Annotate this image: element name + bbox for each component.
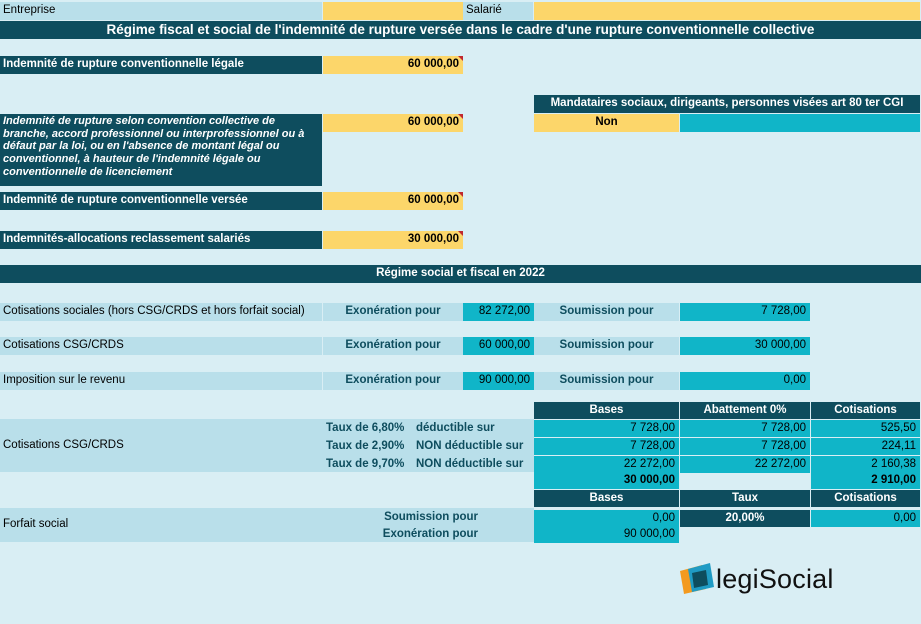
csg-cotisation: 224,11 xyxy=(811,438,920,455)
exoneration-value: 60 000,00 xyxy=(463,337,534,355)
csg-cotisation: 2 160,38 xyxy=(811,456,920,473)
mandataires-label: Mandataires sociaux, dirigeants, personnes visées art 80 ter CGI xyxy=(534,95,920,113)
exoneration-value: 82 272,00 xyxy=(463,303,534,321)
csg-abattement: 22 272,00 xyxy=(680,456,810,473)
regime-row-label: Cotisations sociales (hors CSG/CRDS et hors forfait social) xyxy=(0,303,322,321)
versee-label: Indemnité de rupture conventionnelle versée xyxy=(0,192,322,210)
regime-row-label: Imposition sur le revenu xyxy=(0,372,322,390)
exoneration-label: Exonération pour xyxy=(323,303,463,321)
csg-base: 7 728,00 xyxy=(534,438,679,455)
forfait-soumission-label: Soumission pour xyxy=(384,511,478,524)
csg-abattement: 7 728,00 xyxy=(680,438,810,455)
regime-row-label: Cotisations CSG/CRDS xyxy=(0,337,322,355)
salarie-input[interactable] xyxy=(534,2,920,20)
forfait-header-bases: Bases xyxy=(534,490,679,507)
exoneration-value: 90 000,00 xyxy=(463,372,534,390)
soumission-value: 30 000,00 xyxy=(680,337,810,355)
csg-desc: NON déductible sur xyxy=(416,457,524,470)
entreprise-input[interactable] xyxy=(323,2,463,20)
csg-label: Cotisations CSG/CRDS xyxy=(3,439,124,452)
convention-label: Indemnité de rupture selon convention collective de branche, accord professionnel ou interprofessionnel ou à défaut par la loi, ou en l'absence de montant légal ou conventionnel, à hauteur de l'indemnité légale ou conventionnelle de licenciement xyxy=(0,114,322,186)
exoneration-label: Exonération pour xyxy=(323,337,463,355)
csg-desc: déductible sur xyxy=(416,421,495,434)
legale-label: Indemnité de rupture conventionnelle légale xyxy=(0,56,322,74)
soumission-label: Soumission pour xyxy=(534,372,679,390)
csg-base: 22 272,00 xyxy=(534,456,679,473)
soumission-label: Soumission pour xyxy=(534,337,679,355)
csg-rate: Taux de 9,70% xyxy=(326,457,405,470)
exoneration-label: Exonération pour xyxy=(323,372,463,390)
csg-base: 7 728,00 xyxy=(534,420,679,437)
csg-total-base: 30 000,00 xyxy=(534,473,679,489)
csg-rate: Taux de 2,90% xyxy=(326,439,405,452)
forfait-exoneration-label: Exonération pour xyxy=(382,528,478,541)
csg-total-cotisation: 2 910,00 xyxy=(811,473,920,489)
page-title: Régime fiscal et social de l'indemnité de rupture versée dans le cadre d'une rupture conventionnelle collective xyxy=(0,21,921,39)
csg-rate: Taux de 6,80% xyxy=(326,421,405,434)
convention-input[interactable]: 60 000,00 xyxy=(323,114,463,132)
csg-header-cotisations: Cotisations xyxy=(811,402,920,419)
mandataires-spacer xyxy=(680,114,920,132)
versee-input[interactable]: 60 000,00 xyxy=(323,192,463,210)
forfait-exoneration-base: 90 000,00 xyxy=(534,527,679,543)
csg-abattement: 7 728,00 xyxy=(680,420,810,437)
forfait-header-taux: Taux xyxy=(680,490,810,507)
entreprise-label: Entreprise xyxy=(0,2,322,20)
legisocial-logo-icon xyxy=(676,561,716,597)
forfait-taux: 20,00% xyxy=(680,510,810,527)
salarie-label: Salarié xyxy=(463,2,533,20)
forfait-label: Forfait social xyxy=(3,518,69,531)
legisocial-logo xyxy=(676,557,876,601)
csg-cotisation: 525,50 xyxy=(811,420,920,437)
forfait-header-cotisations: Cotisations xyxy=(811,490,920,507)
soumission-value: 0,00 xyxy=(680,372,810,390)
forfait-soumission-cotisation: 0,00 xyxy=(811,510,920,527)
legale-input[interactable]: 60 000,00 xyxy=(323,56,463,74)
soumission-value: 7 728,00 xyxy=(680,303,810,321)
forfait-soumission-base: 0,00 xyxy=(534,510,679,527)
soumission-label: Soumission pour xyxy=(534,303,679,321)
csg-header-abattement: Abattement 0% xyxy=(680,402,810,419)
mandataires-select[interactable]: Non xyxy=(534,114,679,132)
logo-text: legiSocial xyxy=(716,563,834,594)
reclassement-label: Indemnités-allocations reclassement salariés xyxy=(0,231,322,249)
csg-desc: NON déductible sur xyxy=(416,439,524,452)
regime-title: Régime social et fiscal en 2022 xyxy=(0,265,921,283)
csg-header-bases: Bases xyxy=(534,402,679,419)
reclassement-input[interactable]: 30 000,00 xyxy=(323,231,463,249)
